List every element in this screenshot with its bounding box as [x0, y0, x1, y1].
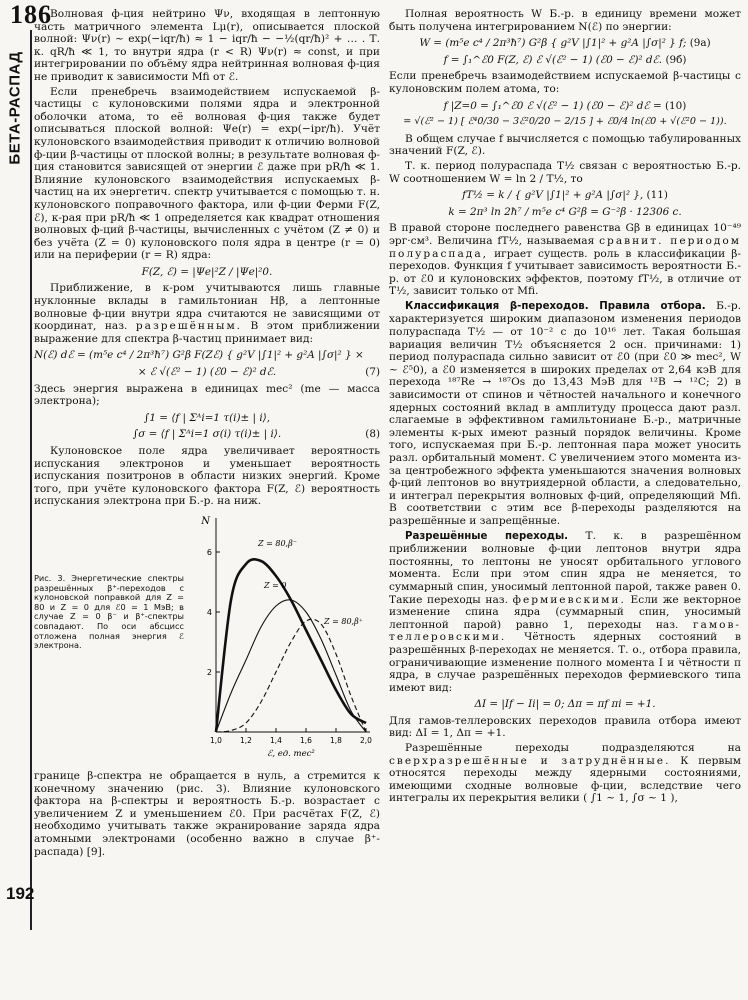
x-tick-label: 1,6 — [300, 735, 312, 745]
equation-number: (9б) — [665, 53, 687, 66]
x-tick-label: 1,8 — [330, 735, 342, 745]
paragraph: Разрешённые переходы. Т. к. в разрешённом приближении волновые ф-ции лептонов внутри ядра постоянны, то лептоны не уносят орбитального углового момента. Если при этом спин ядра не меняется, то суммарный спин, уносимый лептонной парой, также равен 0. Такие переходы наз. фермиевскими. Если же векторное изменение спина ядра (суммарный спин, уносимый лептонной парой) равно 1, переходы наз. гамов-теллеровскими. Чётность ядерных состояний в разрешённых β-переходах не меняется. Т. о., отбора правила, ограничивающие изменение полного момента I и чётности π ядра, в случае разрешённых переходов фермиевского типа имеют вид: — [389, 529, 741, 694]
series-line — [216, 559, 366, 732]
margin-rule — [30, 30, 32, 930]
equation-number: (9а) — [689, 37, 711, 50]
y-tick-label: 4 — [206, 607, 212, 617]
paragraph: Для гамов-теллеровских переходов правила отбора имеют вид: ΔI = 1, Δπ = +1. — [389, 714, 741, 740]
x-tick-label: 1,4 — [270, 735, 282, 745]
section-heading: Классификация β-переходов. Правила отбора. — [405, 300, 706, 312]
y-tick-label: 2 — [206, 667, 212, 677]
paragraph: Если пренебречь взаимодействием испускаемой β-частицы с кулоновскими полями ядра и электронной оболочки атома, то её волновая ф-ция также будет описываться плоской волной: Ψe(r) = exp(−ipr/ħ). Учёт кулоновского взаимодействия приводит к отличию волновой ф-ции β-частицы от плоской волны; в результате волновая ф-ция становится зависящей от энергии ℰ даже при pR/ħ ≪ 1. Влияние кулоновского взаимодействия испускаемых β-частиц на их энергетич. спектр учитывается с помощью т. н. кулоновского поправочного фактора, или ф-ции Ферми F(Z, ℰ), к-рая при pR/ħ ≪ 1 определяется как квадрат отношения волновых ф-ций β-частицы, вычисленных с учётом (Z ≠ 0) и без учёта (Z = 0) кулоновского поля ядра в центре (r = 0) или на периферии (r = R) ядра: — [34, 85, 380, 262]
left-column — [34, 8, 380, 860]
series-label: Z = 80,β⁻ — [258, 538, 297, 548]
equation-number: (11) — [646, 189, 668, 202]
paragraph: Т. к. период полураспада T½ связан с вероятностью Б.-р. W соотношением W = ln 2 / T½, то — [389, 159, 741, 185]
paragraph: Волновая ф-ция нейтрино Ψν, входящая в лептонную часть матричного элемента Lμ(r), описывается плоской волной: Ψν(r) ~ exp(−iqr/ħ) ≈ 1 − iqr/ħ − −½(qr/ħ)² + … . Т. к. qR/ħ ≪ 1, то внутри ядра (r < R) Ψν(r) ≈ const, и при интегрировании по объёму ядра нейтринная волновая ф-ция не приводит к зависимости Mfi от ℰ. — [34, 8, 380, 83]
x-tick-label: 1,0 — [210, 735, 222, 745]
formula-8-line2: ∫σ = ⟨f | Σᴬi=1 σ(i) τ(i)± | i⟩. (8) — [132, 428, 380, 441]
formula-7: N(ℰ) dℰ = (m⁵e c⁴ / 2π³ħ⁷) G²β F(Zℰ) { g²V |∫1|² + g²A |∫σ|² } × — [34, 349, 364, 362]
page-number-top: 186 — [10, 0, 52, 29]
paragraph: Полная вероятность W Б.-р. в единицу времени может быть получена интегрированием N(ℰ) по энергии: — [389, 8, 741, 33]
formula-8: ∫1 = ⟨f | Σᴬi=1 τ(i)± | i⟩, — [143, 411, 271, 424]
paragraph: В общем случае f вычисляется с помощью табулированных значений F(Z, ℰ). — [389, 132, 741, 158]
formula-11: fT½ = k / { g²V |∫1|² + g²A |∫σ|² }, (11) — [462, 189, 668, 202]
figure-caption: Рис. 3. Энергетические спектры разрешённых β⁺-переходов с кулоновской поправкой для Z = 80 и Z = 0 для ℰ0 = 1 МэВ; в случае Z = 0 β⁻ и β⁺-спектры совпадают. По оси абсцисс отложена полная энергия ℰ электрона. — [34, 572, 184, 651]
y-tick-label: 6 — [206, 547, 212, 557]
x-axis-label: ℰ, ед. mec² — [267, 748, 315, 759]
figure-3 — [34, 514, 380, 764]
y-axis-label: N — [201, 515, 210, 527]
paragraph: В правой стороне последнего равенства Gβ в единицах 10⁻⁴⁹ эрг·см³. Величина fT½, называемая сравнит. периодом полураспада, играет существ. роль в классификации β-переходов. Функция f учитывает зависимость вероятности Б.-р. от ℰ0 и кулоновских эффектов, поэтому fT½, в отличие от T½, зависит только от Mfi. — [389, 222, 741, 298]
paragraph: Здесь энергия выражена в единицах mec² (me — масса электрона); — [34, 382, 380, 408]
paragraph: Классификация β-переходов. Правила отбора. Б.-р. характеризуется широким диапазоном изменения периодов полураспада T½ — от 10⁻² с до 10¹⁶ лет. Такая большая вариация величин T½ объясняется 2 осн. причинами: 1) период полураспада сильно зависит от ℰ0 (при ℰ0 ≫ mec², W ~ ℰ⁵0), а ℰ0 изменяется в широких пределах от 2,64 кэВ для перехода ¹⁸⁷Re → ¹⁸⁷Os до 13,43 МэВ для ¹²B → ¹²C; 2) в зависимости от спинов и чётностей начального и конечного ядерных состояний вклад в амплитуду процесса дают разл. слагаемые в эффективном гамильтониане Б.-р., матричные элементы к-рых имеют разный порядок величины. Кроме того, испускаемая при Б.-р. лептонная пара может уносить разл. орбитальный момент. С увеличением этого момента из-за центробежного эффекта уменьшаются значения волновых ф-ций лептонов во внутриядерной области, а следовательно, и интеграл перекрытия волновых ф-ций, определяющий Mfi. В соответствии с этим все β-переходы разделяются на разрешённые и запрещённые. — [389, 299, 741, 527]
formula-10: f |Z=0 = ∫₁^ℰ0 ℰ √(ℰ² − 1) (ℰ0 − ℰ)² dℰ = (10) — [443, 99, 687, 112]
formula-9a: W = (m⁵e c⁴ / 2π³ħ⁷) G²β { g²V |∫1|² + g²A |∫σ|² } f; (9а) — [419, 37, 711, 50]
spectrum-chart — [194, 514, 380, 764]
page-number-bottom: 192 — [6, 884, 35, 903]
formula-7-line2: × ℰ √(ℰ² − 1) (ℰ0 − ℰ)² dℰ. (7) — [137, 366, 380, 379]
formula-9b: f = ∫₁^ℰ0 F(Z, ℰ) ℰ √(ℰ² − 1) (ℰ0 − ℰ)² dℰ. (9б) — [443, 53, 687, 66]
formula-selection-rules: ΔI = |If − Ii| = 0; Δπ = πf πi = +1. — [474, 698, 656, 711]
paragraph: Кулоновское поле ядра увеличивает вероятность испускания электронов и уменьшает вероятность испускания позитронов в области низких энергий. Кроме того, при учёте кулоновского фактора F(Z, ℰ) вероятность испускания электрона при Б.-р. на ниж. — [34, 445, 380, 508]
x-tick-label: 1,2 — [240, 735, 252, 745]
formula-10-line2: = √(ℰ² − 1) [ ℰ⁴0/30 − 3ℰ²0/20 − 2/15 ] + ℰ0/4 ln(ℰ0 + √(ℰ²0 − 1)). — [403, 116, 727, 128]
series-label: Z = 80,β⁺ — [324, 616, 363, 626]
equation-number: (8) — [365, 428, 380, 441]
formula-11-line2: k = 2π³ ln 2ħ⁷ / m⁵e c⁴ G²β = G⁻²β · 12306 с. — [448, 205, 682, 218]
paragraph: границе β-спектра не обращается в нуль, а стремится к конечному значению (рис. 3). Влияние кулоновского фактора на β-спектры и вероятность Б.-р. возрастает с увеличением Z и уменьшением ℰ0. При расчётах F(Z, ℰ) необходимо учитывать также экранирование заряда ядра атомными электронами (особенно важно в случае β⁺-распада) [9]. — [34, 769, 380, 858]
formula-fermi: F(Z, ℰ) = |Ψe|²Z / |Ψe|²0. — [141, 265, 273, 278]
right-column — [389, 8, 741, 807]
equation-number: (7) — [365, 366, 380, 379]
equation-number: (10) — [665, 99, 687, 112]
section-side-title: БЕТА-РАСПАД — [6, 51, 24, 165]
x-tick-label: 2,0 — [360, 735, 372, 745]
section-heading: Разрешённые переходы. — [405, 530, 569, 542]
paragraph: Если пренебречь взаимодействием испускаемой β-частицы с кулоновским полем атома, то: — [389, 70, 741, 95]
paragraph: Приближение, в к-ром учитываются лишь главные нуклонные вклады в гамильтониан Hβ, а лептонные волновые ф-ции внутри ядра считаются не зависящими от координат, наз. разрешённым. В этом приближении выражение для спектра β-частиц принимает вид: — [34, 282, 380, 345]
series-label: Z = 0 — [264, 580, 287, 590]
paragraph: Разрешённые переходы подразделяются на сверхразрешённые и затруднённые. К первым относятся переходы между ядерными состояниями, имеющими сходные волновые ф-ции, вследствие чего интегралы их перекрытия велики ( ∫1 ~ 1, ∫σ ~ 1 ), — [389, 742, 741, 805]
